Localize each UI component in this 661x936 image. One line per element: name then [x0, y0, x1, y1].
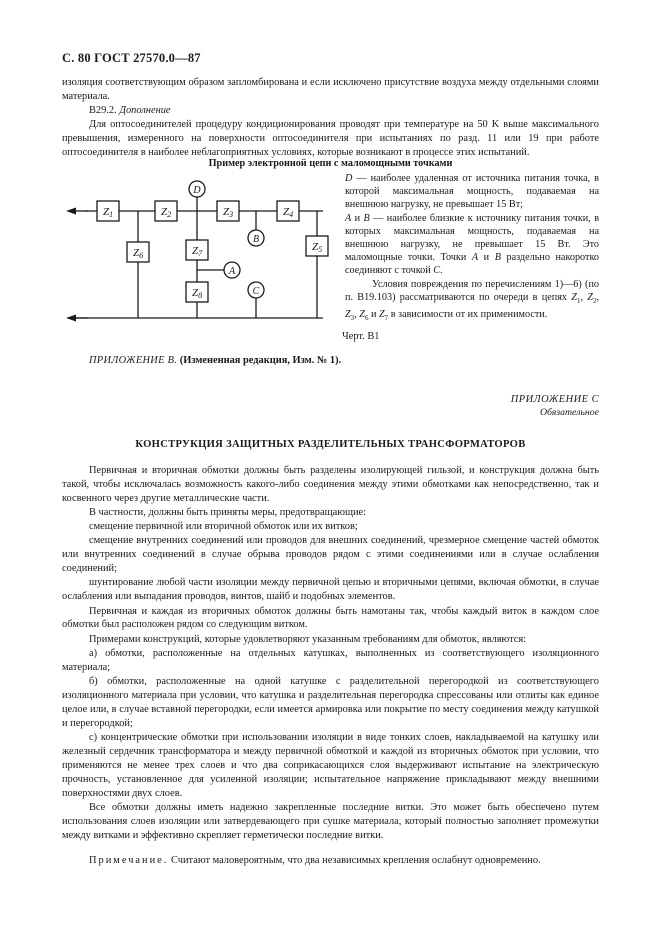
section-paragraph: с) концентрические обмотки при использовании изоляции в виде тонких слоев, накладываемой на катушку или железный сердечник трансформатора и между первичной обмоткой и каждой из вторичных обмоток при условии, что применяются не менее трех слоев и что два соприкасающихся слоя выдерживают испытание на электрическую прочность, установленное для усиленной изоляции; испытательное напряжение прикладывают между внешними поверхностями двух слоев.	[62, 731, 599, 799]
legend-ab: A и B — наиболее близкие к источнику питания точки, в которых максимальная мощность, подаваемая на внешнюю нагрузку, не превышает 15 Вт. Это маломощные точки. Точки A и B раздельно накоротко соединяют с точкой C.	[345, 212, 600, 277]
label-z7: Z7	[191, 245, 203, 258]
section-note	[62, 854, 599, 868]
section-paragraph: б) обмотки, расположенные на одной катушке с разделительной перегородкой из соответствующего изоляционного материала при условии, что катушка и разделительная перегородка спрессованы или отлиты как единое целое или, в случае вставной перегородки, если имеется армировка или покрытие по месту соединения между катушкой и перегородкой;	[62, 675, 599, 729]
b29-2-heading	[62, 104, 599, 118]
legend-conditions: Условия повреждения по перечислениям 1)—6) (по п. В19.103) рассматриваются по очереди в цепях $Z_1$, $Z_2$, $Z_3$, $Z_6$ и $Z_7$ в зависимости от их применимости.	[345, 278, 599, 323]
note-text: Считают маловероятным, что два независимых крепления ослабнут одновременно.	[168, 855, 541, 867]
figure-legend	[345, 172, 599, 325]
legend-d: D — наиболее удаленная от источника питания точка, в которой максимальная мощность, подаваемая на внешнюю нагрузку, не превышает 15 Вт;	[345, 173, 599, 211]
label-a: A	[228, 266, 236, 277]
b29-2-number: B29.2.	[89, 104, 117, 116]
label-z2: Z2	[160, 206, 172, 219]
section-paragraph: смещение внутренних соединений или проводов для внешних соединений, чрезмерное смещение частей обмоток или внутренних соединений в случае обрыва проводов рядом с этими соединениями или в случае ослабления соединений;	[62, 535, 599, 575]
intro-paragraph-2: Для оптосоединителей процедуру кондиционирования проводят при температуре на 50 K выше максимального превышения, измеренного на поверхности оптосоединителя при испытаниях по разд. 11 или 19 при работе оптосоединителя в наиболее неблагоприятных условиях, которые возникают в процессе этих испытаний.	[62, 118, 599, 158]
section-paragraph: Первичная и каждая из вторичных обмоток должны быть намотаны так, чтобы каждый виток в каждом слое обмотки был расположен рядом со следующим витком.	[62, 605, 599, 631]
output-arrow	[66, 315, 76, 322]
input-arrow	[66, 208, 76, 215]
annex-b-amendment	[89, 355, 341, 366]
annex-c-status: Обязательное	[539, 407, 599, 418]
section-body	[62, 464, 599, 869]
figure-caption: Черт. В1	[342, 331, 380, 342]
section-paragraph: Первичная и вторичная обмотки должны быть разделены изолирующей гильзой, и конструкция должна быть такой, чтобы исключалась возможность какого-либо соединения между этими обмотками как непосредственно, так и косвенного через другие металлические части.	[62, 465, 599, 504]
label-z5: Z5	[311, 241, 323, 254]
label-z6: Z6	[132, 247, 144, 260]
annex-b-amendment-text: (Измененная редакция, Изм. № 1).	[179, 355, 342, 366]
label-z1: Z1	[102, 206, 114, 219]
section-title: КОНСТРУКЦИЯ ЗАЩИТНЫХ РАЗДЕЛИТЕЛЬНЫХ ТРАНСФОРМАТОРОВ	[135, 439, 526, 450]
label-d: D	[193, 185, 201, 196]
note-label: Примечание.	[89, 855, 169, 867]
page-header: С. 80 ГОСТ 27570.0—87	[62, 51, 201, 65]
section-paragraph: шунтирование любой части изоляции между первичной цепью и вторичными цепями, включая обмотки, в случае ослабления или выпадания проводов, винтов, шайб и подобных элементов.	[62, 577, 599, 603]
label-z3: Z3	[222, 206, 234, 219]
section-paragraph: Примерами конструкций, которые удовлетворяют указанным требованиям для обмоток, являются:	[89, 633, 527, 645]
b29-2-title: Дополнение	[119, 104, 171, 116]
label-z4: Z4	[282, 206, 294, 219]
label-z8: Z8	[191, 287, 203, 300]
section-paragraph: В частности, должны быть приняты меры, предотвращающие:	[89, 507, 367, 519]
annex-c-label: ПРИЛОЖЕНИЕ С	[510, 394, 599, 405]
figure-title: Пример электронной цепи с маломощными точками	[208, 158, 453, 169]
section-paragraph: а) обмотки, расположенные на отдельных катушках, выполненных из соответствующего изоляционного материала;	[62, 647, 599, 673]
intro-paragraph-1: изоляция соответствующим образом запломбирована и если исключено присутствие воздуха между отдельными слоями материала.	[62, 77, 599, 102]
section-paragraph: смещение первичной или вторичной обмоток или их витков;	[89, 521, 358, 533]
label-c: C	[252, 286, 260, 297]
annex-b-label: ПРИЛОЖЕНИЕ В.	[89, 355, 178, 366]
label-b: B	[252, 234, 260, 245]
section-paragraph: Все обмотки должны иметь надежно закрепленные последние витки. Это может быть обеспечено путем использования слоев изоляции или затвердевающего при сушке материала, который полностью заполняет промежутки между витками и эффективно скрепляет герметически последние витки.	[62, 801, 599, 841]
annex-c-header	[511, 393, 599, 419]
circuit-diagram	[60, 172, 340, 328]
intro-block	[62, 76, 599, 159]
